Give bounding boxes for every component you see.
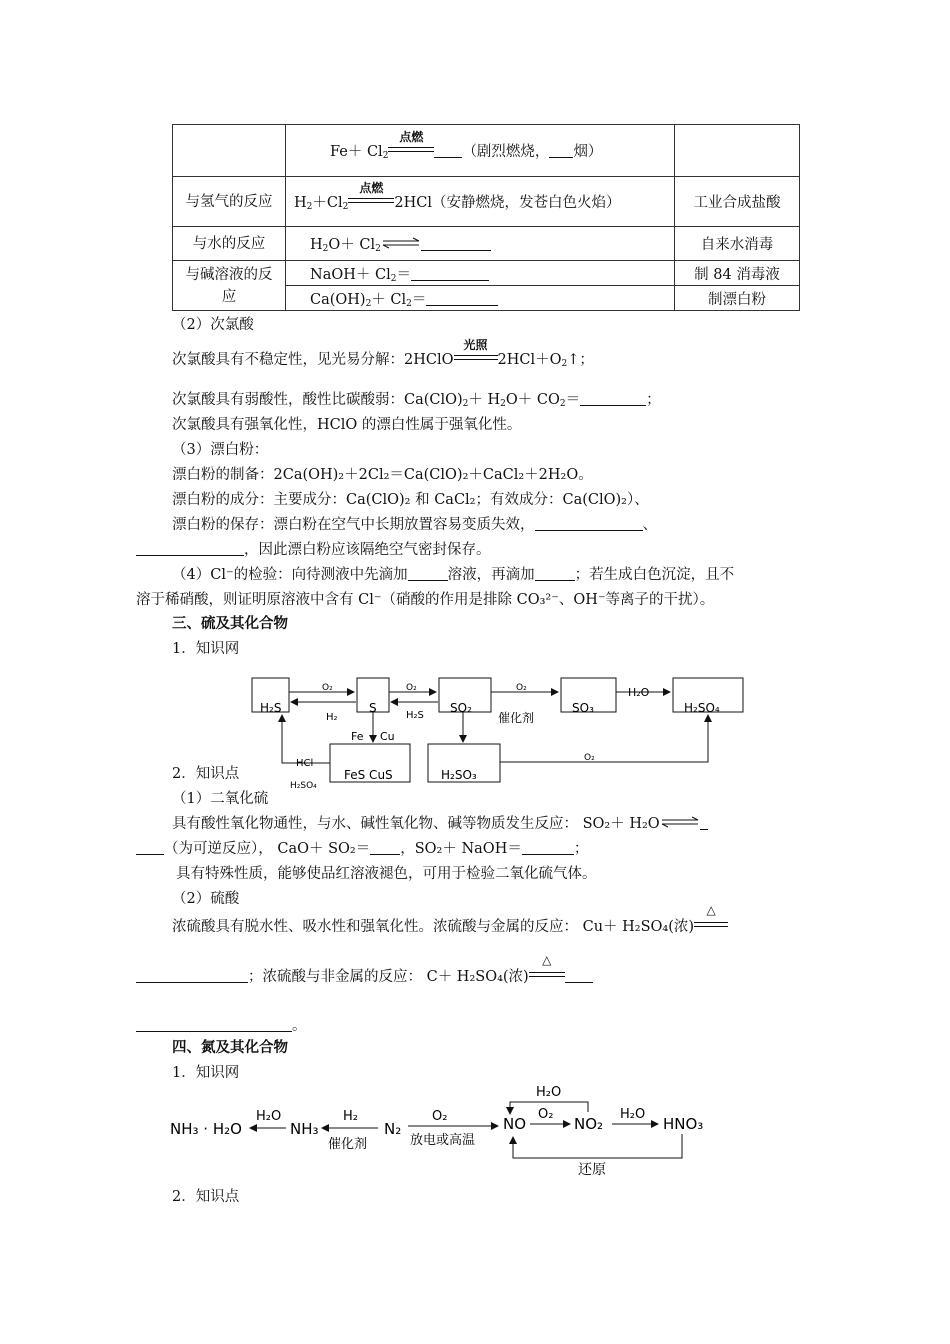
answer-blank[interactable]	[549, 143, 573, 158]
hclo-weak-acid-line: 次氯酸具有弱酸性，酸性比碳酸弱：$Ca(ClO)_2+ H_2O+ CO_2=$ ；	[172, 392, 661, 409]
answer-blank[interactable]	[421, 236, 491, 251]
node-h2so4: H₂SO₄	[684, 701, 720, 715]
answer-blank[interactable]	[565, 968, 593, 983]
so2-bleaching-line: 具有特殊性质，能够使品红溶液褪色，可用于检验二氧化硫气体。	[176, 866, 597, 882]
table-cell-label: 与氢气的反应	[173, 177, 286, 227]
node-no: NO	[503, 1115, 527, 1133]
answer-blank[interactable]	[535, 566, 575, 581]
so2-acidic-line-2: （为可逆反应）， CaO＋ SO₂＝ ，SO₂＋ NaOH＝ ；	[136, 837, 588, 858]
label-discharge: 放电或高温	[410, 1133, 476, 1148]
bleach-preparation-line: 漂白粉的制备：2Ca(OH)₂＋2Cl₂＝Ca(ClO)₂＋CaCl₂＋2H₂O。	[172, 467, 593, 483]
label-o2: O₂	[584, 753, 595, 763]
label-o2: O₂	[516, 683, 527, 693]
label-o2: O₂	[406, 683, 417, 693]
table-cell-use: 自来水消毒	[675, 227, 800, 261]
so2-acidic-line: 具有酸性氧化物通性，与水、碱性氧化物、碱等物质发生反应： SO₂＋ H₂O	[172, 812, 708, 833]
hclo-oxidizing-line: 次氯酸具有强氧化性，HClO 的漂白性属于强氧化性。	[172, 417, 522, 433]
node-fes-cus: FeS CuS	[344, 768, 393, 782]
equals-sign: 点燃	[348, 196, 394, 206]
label-h2: H₂	[326, 712, 338, 723]
table-cell-equation: NaOH＋ $Cl_2=$	[286, 261, 675, 286]
answer-blank[interactable]	[411, 266, 489, 281]
bleach-composition-line: 漂白粉的成分：主要成分：Ca(ClO)₂ 和 CaCl₂；有效成分：Ca(ClO)₂）、	[172, 492, 649, 508]
node-n2: N₂	[384, 1120, 402, 1138]
table-cell-use	[675, 125, 800, 177]
arrow-fes-to-h2s	[282, 715, 330, 763]
table-cell-label	[173, 125, 286, 177]
table-row	[173, 227, 800, 261]
answer-blank[interactable]	[434, 143, 462, 158]
subsection-knowledge-points-n: 2．知识点	[172, 1189, 240, 1205]
answer-blank[interactable]	[535, 516, 643, 531]
subsection-knowledge-net: 1．知识网	[172, 641, 240, 657]
subsection-knowledge-net-n: 1．知识网	[172, 1065, 240, 1081]
label-h2s: H₂S	[406, 710, 424, 721]
table-cell-use: 制漂白粉	[675, 286, 800, 311]
answer-blank[interactable]	[136, 840, 164, 855]
hclo-decomposition-line: 次氯酸具有不稳定性，见光易分解：2HClO 光照 $2HCl+O_2↑$；	[172, 338, 594, 369]
label-catalyst: 催化剂	[328, 1137, 368, 1152]
answer-blank[interactable]	[136, 968, 248, 983]
node-s: S	[369, 701, 377, 715]
table-cell-equation: $Fe+ Cl_2$ 点燃 （剧烈燃烧， 烟）	[286, 125, 675, 177]
label-h2so4: H₂SO₄	[290, 781, 317, 791]
label-h2: H₂	[343, 1109, 358, 1124]
label-h2o: H₂O	[620, 1107, 646, 1122]
label-o2: O₂	[322, 683, 333, 693]
nitrogen-knowledge-diagram	[168, 1080, 713, 1180]
node-h2so3: H₂SO₃	[441, 768, 477, 782]
sulfur-knowledge-diagram	[250, 672, 750, 796]
node-no2: NO₂	[574, 1115, 604, 1133]
node-h2s: H₂S	[260, 701, 282, 715]
answer-blank[interactable]	[370, 840, 400, 855]
answer-blank[interactable]	[136, 1017, 292, 1032]
heat-equals-sign: △	[529, 970, 565, 980]
label-catalyst: 催化剂	[498, 711, 535, 725]
table-cell-label: 与水的反应	[173, 227, 286, 261]
section-title-sulfuric-acid: （2）硫酸	[172, 891, 240, 907]
answer-blank[interactable]	[522, 840, 574, 855]
node-nh3-h2o: NH₃ · H₂O	[170, 1120, 242, 1138]
table-row	[173, 125, 800, 177]
table-cell-equation: $H_2+Cl_2$ 点燃 2HCl（安静燃烧，发苍白色火焰）	[286, 177, 675, 227]
label-h2o: H₂O	[256, 1109, 282, 1124]
node-nh3: NH₃	[290, 1120, 319, 1138]
table-row	[173, 261, 800, 286]
table-cell-use: 制 84 消毒液	[675, 261, 800, 286]
table-row	[173, 177, 800, 227]
section-title-bleach: （3）漂白粉：	[172, 442, 269, 458]
chlorine-reaction-table	[172, 124, 800, 311]
section-title-so2: （1）二氧化硫	[172, 791, 269, 807]
node-hno3: HNO₃	[663, 1115, 704, 1133]
arrow-hno3-to-no	[513, 1134, 682, 1158]
label-h2o: H₂O	[536, 1085, 562, 1100]
table-cell-equation: $Ca(OH)_2+ Cl_2=$	[286, 286, 675, 311]
label-o2: O₂	[432, 1109, 448, 1124]
table-cell-equation: $H_2O+ Cl_2$	[286, 227, 675, 261]
sulfuric-nonmetal-line: ；浓硫酸与非金属的反应： C＋ H₂SO₄(浓) △	[136, 965, 593, 986]
bleach-storage-line-2: ，因此漂白粉应该隔绝空气密封保存。	[136, 538, 491, 559]
label-hcl: HCl	[296, 758, 314, 769]
node-so3: SO₃	[572, 701, 594, 715]
reversible-arrow-icon	[381, 237, 421, 249]
table-cell-use: 工业合成盐酸	[675, 177, 800, 227]
node-so2: SO₂	[450, 701, 472, 715]
chloride-test-line-2: 溶于稀硝酸，则证明原溶液中含有 Cl⁻（硝酸的作用是排除 CO₃²⁻、OH⁻等离子的干扰）。	[136, 592, 715, 608]
label-h2o: H₂O	[628, 686, 650, 699]
answer-blank[interactable]	[408, 566, 448, 581]
answer-blank[interactable]	[136, 541, 244, 556]
equals-sign: 光照	[454, 353, 498, 363]
section-heading-nitrogen: 四、氮及其化合物	[172, 1040, 288, 1056]
table-cell-label: 与碱溶液的反应	[173, 261, 286, 311]
chloride-test-line: （4）Cl⁻的检验：向待测液中先滴加 溶液，再滴加 ；若生成白色沉淀，且不	[172, 567, 735, 583]
sulfuric-metal-line: 浓硫酸具有脱水性、吸水性和强氧化性。浓硫酸与金属的反应： Cu＋ H₂SO₄(浓) △	[172, 915, 728, 936]
reversible-arrow-icon	[660, 816, 700, 828]
label-reduction: 还原	[578, 1162, 606, 1178]
heat-equals-sign: △	[694, 920, 728, 930]
section-heading-sulfur: 三、硫及其化合物	[172, 616, 288, 632]
answer-blank[interactable]	[426, 291, 498, 306]
label-o2: O₂	[538, 1107, 554, 1122]
section-title-hclo: （2）次氯酸	[172, 317, 254, 333]
label-cu: Cu	[380, 730, 395, 743]
answer-blank[interactable]	[700, 815, 708, 830]
answer-blank[interactable]	[580, 391, 646, 406]
bleach-storage-line: 漂白粉的保存：漂白粉在空气中长期放置容易变质失效， 、	[172, 517, 657, 533]
sulfuric-nonmetal-line-2: 。	[136, 1014, 307, 1035]
label-fe: Fe	[351, 730, 364, 743]
equals-sign: 点燃	[388, 145, 434, 155]
subsection-knowledge-points: 2．知识点	[172, 766, 240, 782]
